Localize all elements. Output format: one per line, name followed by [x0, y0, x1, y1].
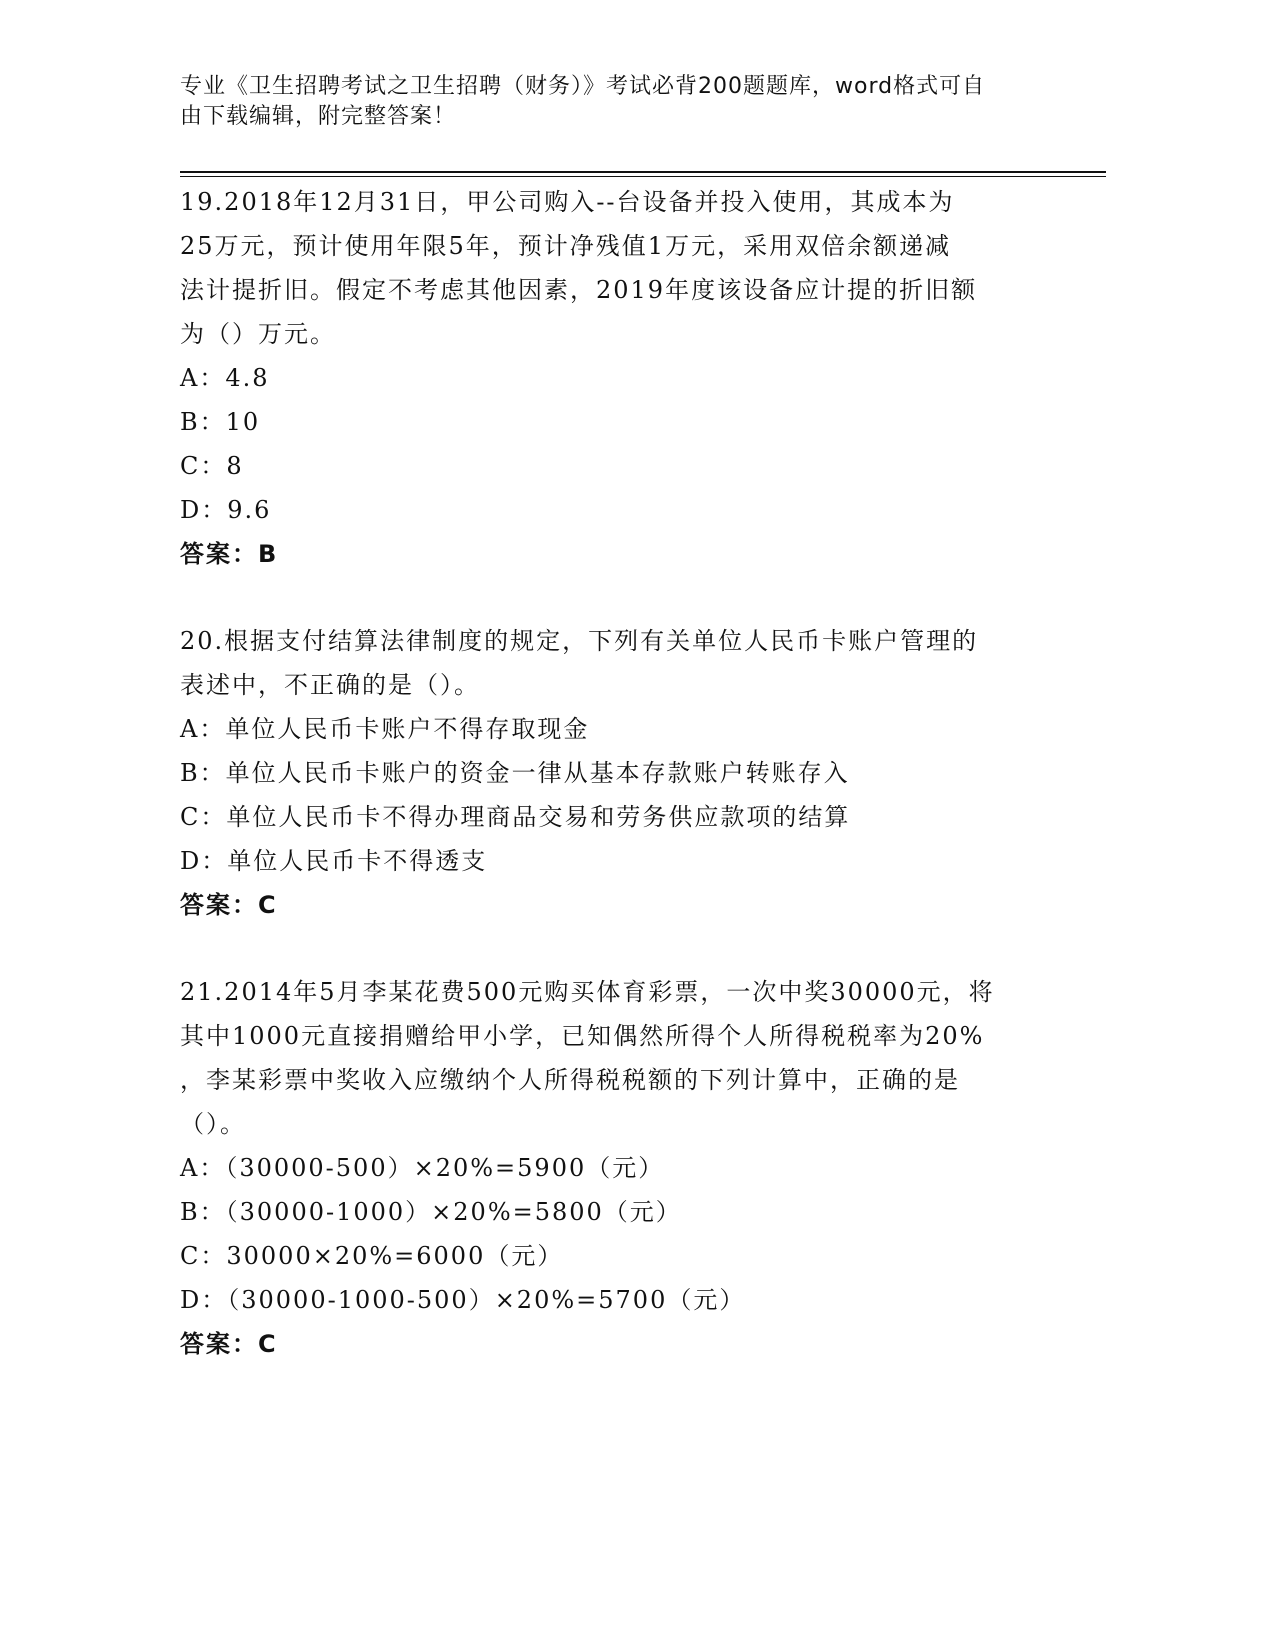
option-a: A：（30000-500）×20%=5900（元）	[180, 1154, 665, 1182]
document-header	[180, 72, 1040, 132]
option-d: D：单位人民币卡不得透支	[180, 847, 488, 875]
question-stem-line: （）。	[180, 1110, 246, 1138]
option-d: D：（30000-1000-500）×20%=5700（元）	[180, 1286, 746, 1314]
option-d: D：9.6	[180, 496, 272, 524]
question-stem-line: 19.2018年12月31日，甲公司购入--台设备并投入使用，其成本为	[180, 188, 955, 216]
question-21	[180, 970, 1060, 1366]
question-stem-line: ，李某彩票中奖收入应缴纳个人所得税税额的下列计算中，正确的是	[180, 1066, 960, 1094]
header-line: 由下载编辑，附完整答案！	[180, 104, 457, 129]
question-stem-line: 法计提折旧。假定不考虑其他因素，2019年度该设备应计提的折旧额	[180, 276, 978, 304]
question-stem-line: 20.根据支付结算法律制度的规定，下列有关单位人民币卡账户管理的	[180, 627, 979, 655]
header-line: 专业《卫生招聘考试之卫生招聘（财务）》考试必背200题题库，word格式可自	[180, 74, 986, 99]
option-a: A：4.8	[180, 364, 270, 392]
option-a: A：单位人民币卡账户不得存取现金	[180, 715, 590, 743]
option-c: C：30000×20%=6000（元）	[180, 1242, 564, 1270]
document-body	[180, 180, 1060, 1409]
question-stem-line: 表述中，不正确的是（）。	[180, 671, 480, 699]
answer: 答案：C	[180, 1330, 278, 1358]
question-stem-line: 其中1000元直接捐赠给甲小学，已知偶然所得个人所得税税率为20%	[180, 1022, 985, 1050]
answer: 答案：B	[180, 540, 279, 568]
header-divider	[180, 171, 1106, 177]
question-stem-line: 25万元，预计使用年限5年，预计净残值1万元，采用双倍余额递减	[180, 232, 952, 260]
question-stem-line: 21.2014年5月李某花费500元购买体育彩票，一次中奖30000元，将	[180, 978, 995, 1006]
option-c: C：单位人民币卡不得办理商品交易和劳务供应款项的结算	[180, 803, 851, 831]
option-c: C：8	[180, 452, 244, 480]
question-stem-line: 为（）万元。	[180, 320, 336, 348]
option-b: B：10	[180, 408, 261, 436]
question-19	[180, 180, 1060, 576]
option-b: B：单位人民币卡账户的资金一律从基本存款账户转账存入	[180, 759, 850, 787]
answer: 答案：C	[180, 891, 278, 919]
question-20	[180, 619, 1060, 927]
option-b: B：（30000-1000）×20%=5800（元）	[180, 1198, 682, 1226]
